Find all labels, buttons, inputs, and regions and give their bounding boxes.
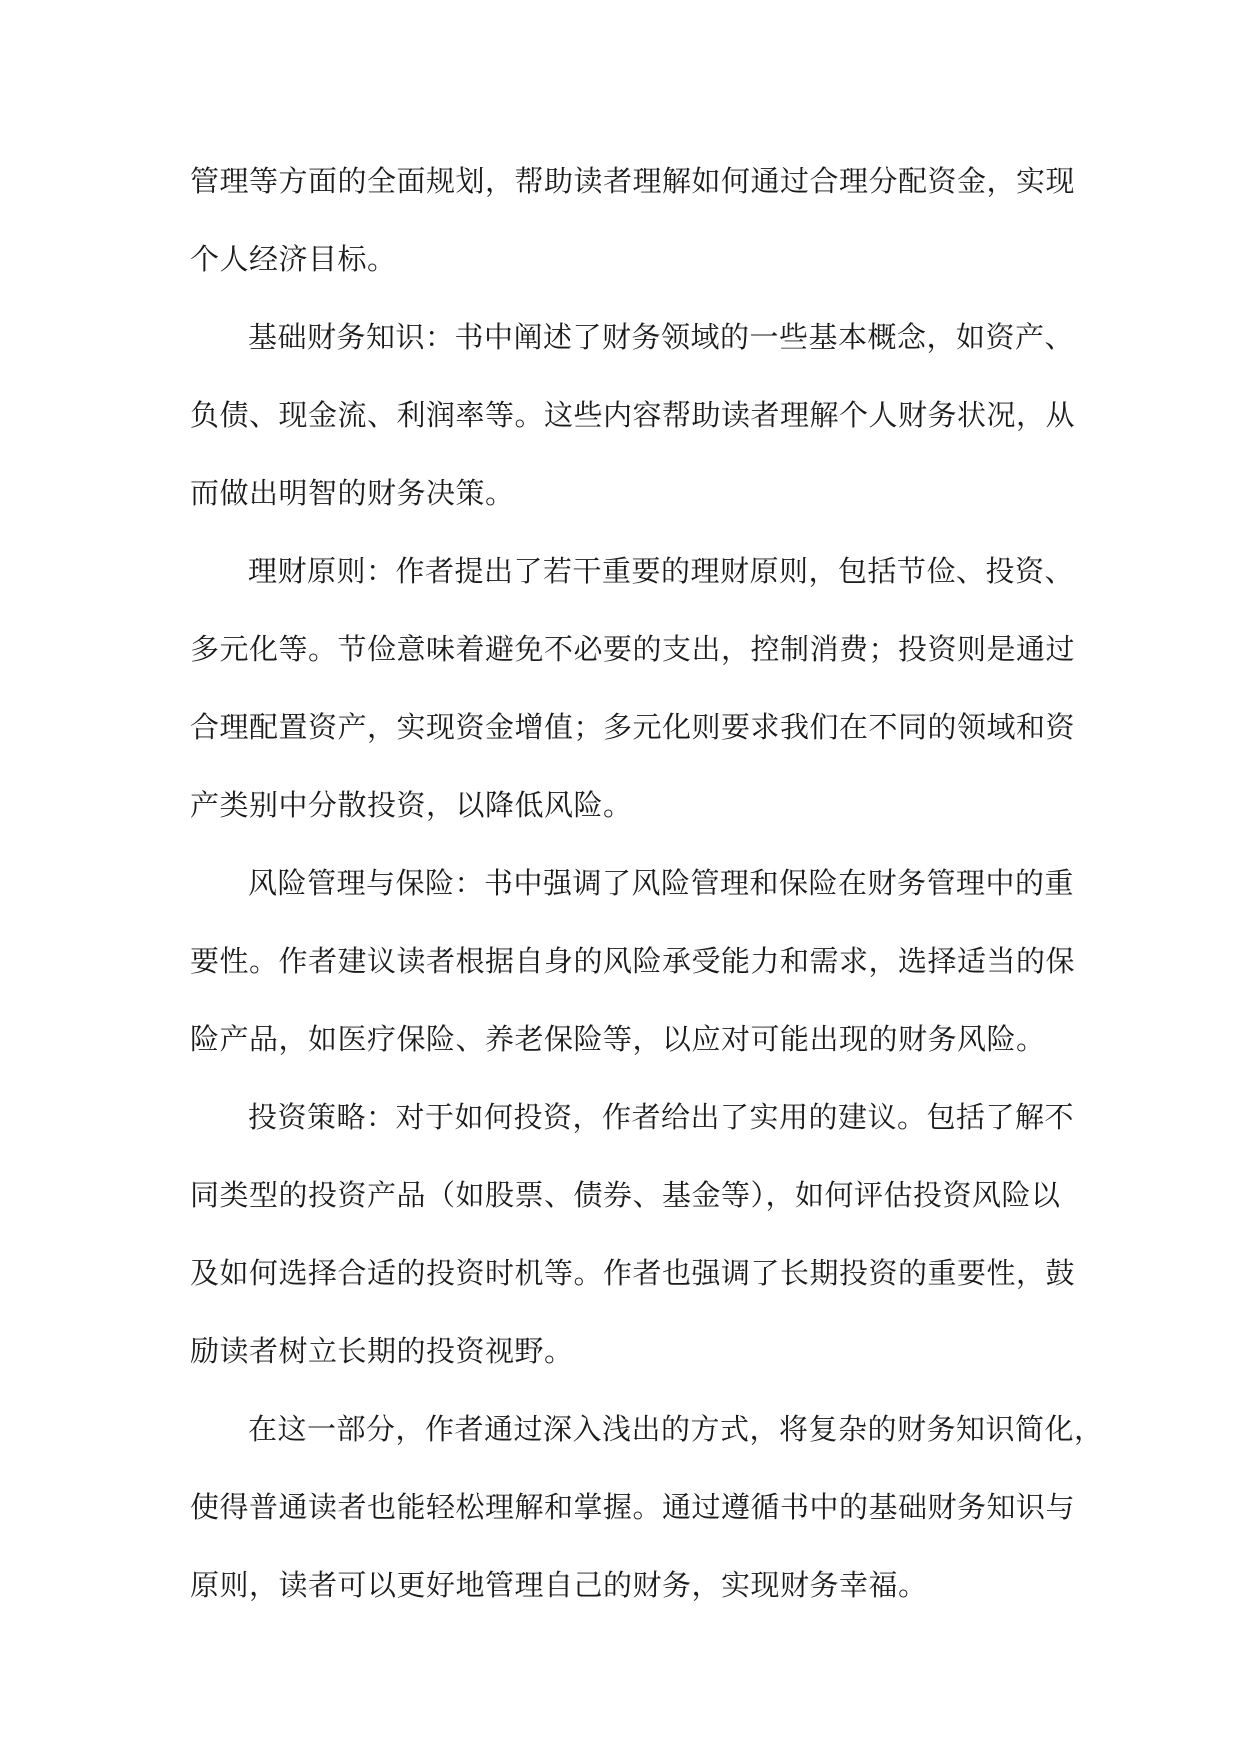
document-body [190, 142, 1104, 1624]
text-line: 个人经济目标。 [190, 242, 397, 276]
text-line: 风险管理与保险：书中强调了风险管理和保险在财务管理中的重 [248, 866, 1075, 900]
text-line: 使得普通读者也能轻松理解和掌握。通过遵循书中的基础财务知识与 [190, 1490, 1076, 1524]
text-line: 在这一部分，作者通过深入浅出的方式，将复杂的财务知识简化， [248, 1412, 1104, 1446]
text-line: 原则，读者可以更好地管理自己的财务，实现财务幸福。 [190, 1568, 928, 1602]
paragraph-risk-insurance [190, 844, 1076, 1078]
paragraph-basic-financial-knowledge [190, 298, 1076, 532]
text-line: 励读者树立长期的投资视野。 [190, 1334, 574, 1368]
text-line: 合理配置资产，实现资金增值；多元化则要求我们在不同的领域和资 [190, 710, 1076, 744]
paragraph-investment-strategy [190, 1078, 1076, 1390]
text-line: 产类别中分散投资，以降低风险。 [190, 788, 633, 822]
text-line: 负债、现金流、利润率等。这些内容帮助读者理解个人财务状况，从 [190, 398, 1076, 432]
paragraph-continuation [190, 142, 1076, 298]
paragraph-financial-principles [190, 532, 1076, 844]
text-line: 投资策略：对于如何投资，作者给出了实用的建议。包括了解不 [248, 1100, 1075, 1134]
text-line: 多元化等。节俭意味着避免不必要的支出，控制消费；投资则是通过 [190, 632, 1076, 666]
text-line: 险产品，如医疗保险、养老保险等，以应对可能出现的财务风险。 [190, 1022, 1046, 1056]
text-line: 要性。作者建议读者根据自身的风险承受能力和需求，选择适当的保 [190, 944, 1076, 978]
text-line: 理财原则：作者提出了若干重要的理财原则，包括节俭、投资、 [248, 554, 1075, 588]
text-line: 而做出明智的财务决策。 [190, 476, 515, 510]
text-line: 管理等方面的全面规划，帮助读者理解如何通过合理分配资金，实现 [190, 164, 1076, 198]
text-line: 基础财务知识：书中阐述了财务领域的一些基本概念，如资产、 [248, 320, 1075, 354]
text-line: 同类型的投资产品（如股票、债券、基金等），如何评估投资风险以 [190, 1178, 1061, 1212]
text-line: 及如何选择合适的投资时机等。作者也强调了长期投资的重要性，鼓 [190, 1256, 1076, 1290]
paragraph-summary [190, 1390, 1104, 1624]
